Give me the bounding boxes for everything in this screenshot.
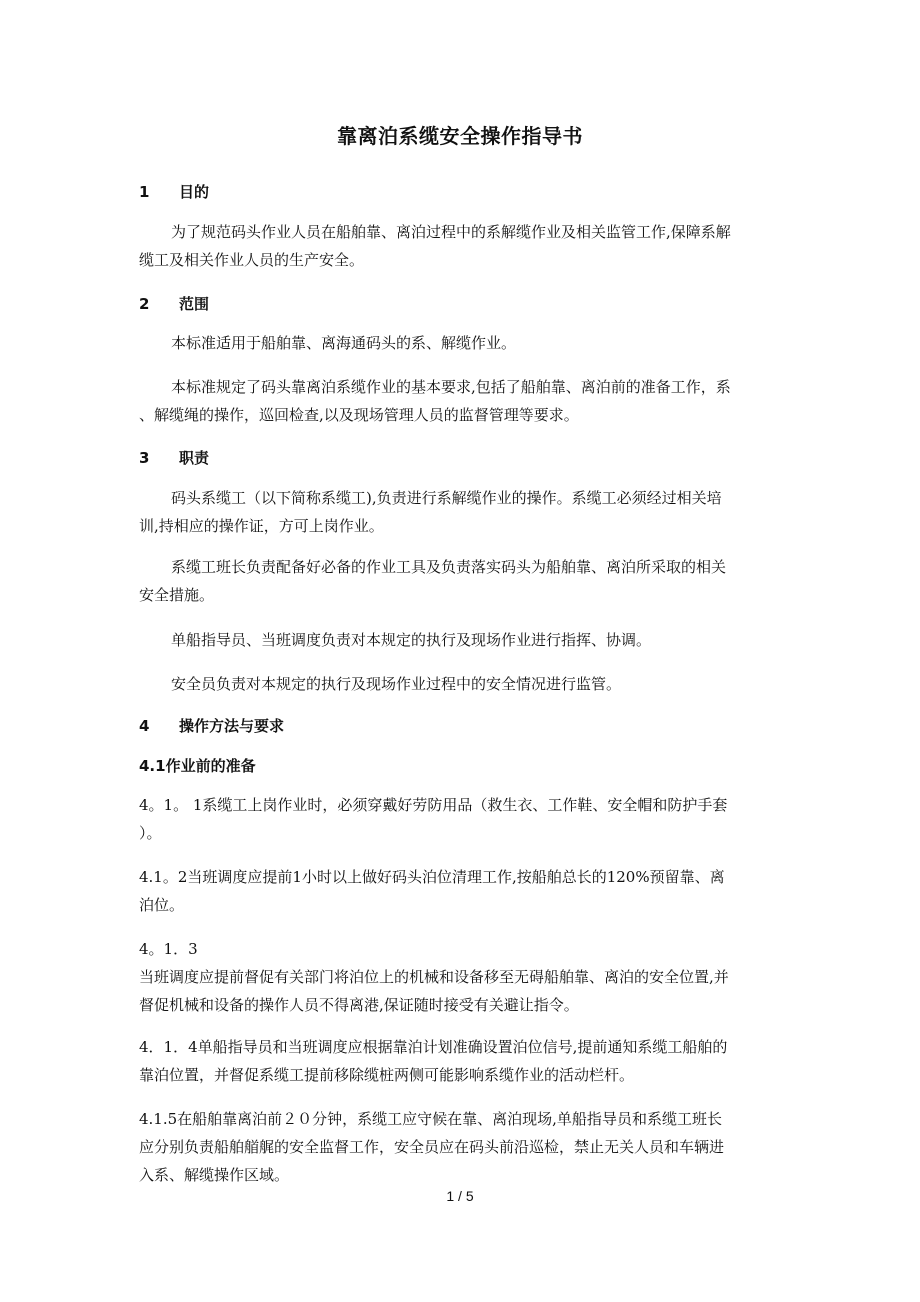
section-number: 4	[139, 717, 150, 735]
paragraph-purpose	[139, 218, 784, 274]
text-line: 码头系缆工（以下简称系缆工),负责进行系解缆作业的操作。系缆工必须经过相关培	[171, 489, 722, 507]
text-line: 4。1。 1系缆工上岗作业时，必须穿戴好劳防用品（救生衣、工作鞋、安全帽和防护手套	[139, 796, 728, 814]
section-heading-methods	[139, 715, 284, 737]
section-title: 操作方法与要求	[179, 717, 285, 735]
paragraph-4-1-4	[139, 1033, 784, 1089]
text-line: 4.1.5在船舶靠离泊前２０分钟，系缆工应守候在靠、离泊现场,单船指导员和系缆工班长	[139, 1110, 722, 1128]
text-line: 安全措施。	[139, 586, 215, 604]
text-line: 应分别负责船舶艏艉的安全监督工作，安全员应在码头前沿巡检，禁止无关人员和车辆进	[139, 1138, 725, 1156]
text-line: 系缆工班长负责配备好必备的作业工具及负责落实码头为船舶靠、离泊所采取的相关	[171, 558, 727, 576]
text-line: 泊位。	[139, 896, 185, 914]
text-line: 本标准适用于船舶靠、离海通码头的系、解缆作业。	[171, 334, 517, 352]
section-number: 2	[139, 295, 150, 313]
text-line: 靠泊位置，并督促系缆工提前移除缆桩两侧可能影响系缆作业的活动栏杆。	[139, 1066, 635, 1084]
paragraph-4-1-3	[139, 935, 784, 1019]
text-line: 缆工及相关作业人员的生产安全。	[139, 251, 365, 269]
section-title: 目的	[179, 183, 210, 201]
text-line: 训,持相应的操作证，方可上岗作业。	[139, 517, 384, 535]
subsection-title: 4.1作业前的准备	[139, 757, 256, 775]
text-line: 为了规范码头作业人员在船舶靠、离泊过程中的系解缆作业及相关监管工作,保障系解	[171, 223, 731, 241]
section-heading-purpose	[139, 181, 209, 203]
paragraph-4-1-1	[139, 791, 784, 847]
page-indicator: 1 / 5	[446, 1188, 474, 1204]
paragraph-4-1-5	[139, 1105, 784, 1189]
text-line: 入系、解缆操作区域。	[139, 1166, 290, 1184]
paragraph-responsibility-4	[139, 670, 784, 698]
text-line: 督促机械和设备的操作人员不得离港,保证随时接受有关避让指令。	[139, 996, 579, 1014]
text-line: 4．1．4单船指导员和当班调度应根据靠泊计划准确设置泊位信号,提前通知系缆工船舶的	[139, 1038, 728, 1056]
text-line: 单船指导员、当班调度负责对本规定的执行及现场作业进行指挥、协调。	[171, 631, 652, 649]
paragraph-scope-2	[139, 373, 784, 429]
paragraph-scope-1	[139, 329, 784, 357]
paragraph-responsibility-2	[139, 553, 784, 609]
subsection-heading-preparation	[139, 755, 256, 777]
section-heading-responsibilities	[139, 447, 209, 469]
text-line: 本标准规定了码头靠离泊系缆作业的基本要求,包括了船舶靠、离泊前的准备工作，系	[171, 378, 731, 396]
paragraph-responsibility-3	[139, 626, 784, 654]
text-line: 当班调度应提前督促有关部门将泊位上的机械和设备移至无碍船舶靠、离泊的安全位置,并	[139, 968, 729, 986]
text-line: 安全员负责对本规定的执行及现场作业过程中的安全情况进行监管。	[171, 675, 622, 693]
section-title: 范围	[179, 295, 210, 313]
section-number: 3	[139, 449, 150, 467]
document-title: 靠离泊系缆安全操作指导书	[337, 124, 583, 148]
paragraph-responsibility-1	[139, 484, 784, 540]
paragraph-4-1-2	[139, 863, 784, 919]
section-title: 职责	[179, 449, 210, 467]
section-number: 1	[139, 183, 150, 201]
text-line: 、解缆绳的操作，巡回检查,以及现场管理人员的监督管理等要求。	[139, 406, 579, 424]
text-line: 4.1。2当班调度应提前1小时以上做好码头泊位清理工作,按船舶总长的120%预留靠、离	[139, 868, 725, 886]
text-line: 4。1．3	[139, 940, 198, 958]
section-heading-scope	[139, 293, 209, 315]
text-line: ）。	[139, 824, 162, 842]
